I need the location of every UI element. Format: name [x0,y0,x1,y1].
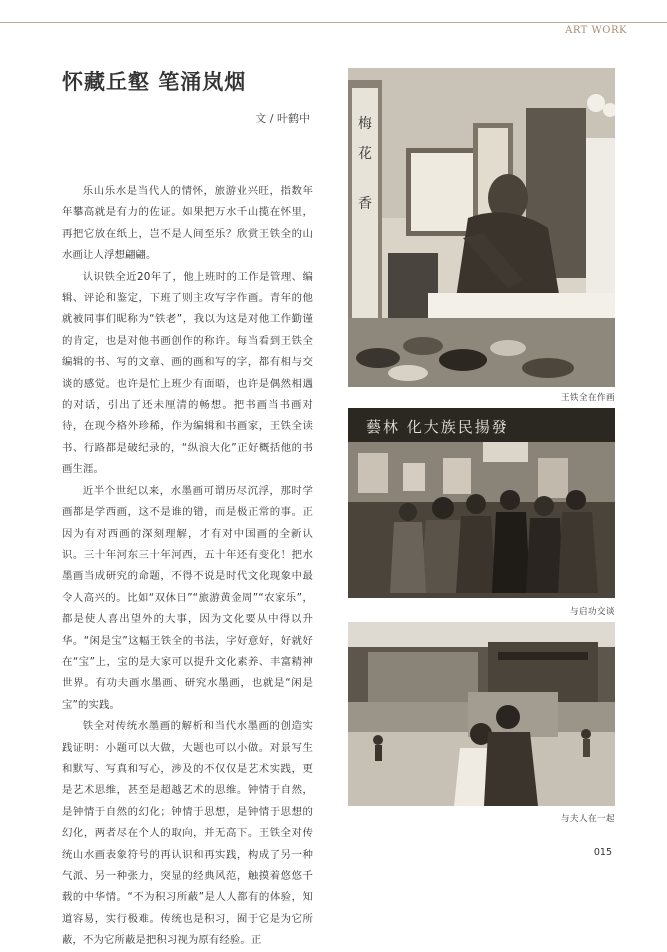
article-body [62,181,313,952]
paragraph: 乐山乐水是当代人的情怀，旅游业兴旺，指数年年攀高就是有力的佐证。如果把万水千山揽在怀里，再把它放在纸上，岂不是人间至乐？欣赏王铁全的山水画让人浮想翩翩。 [62,185,313,262]
header-rule [0,22,667,23]
photo-with-wife [348,622,615,806]
photo-artist-painting [348,68,615,387]
paragraph: 铁全对传统水墨画的解析和当代水墨画的创造实践证明：小题可以大做，大题也可以小做。对景写生和默写、写真和写心，涉及的不仅仅是艺术实践，更是艺术思维，甚至是超越艺术的思维。钟情于自然，是钟情于自然的幻化；钟情于思想，是钟情于思想的幻化，两者尽在个人的取向，并无高下。王铁全对传统山水画表象符号的再认识和再实践，构成了另一种气派、另一种张力，突显的经典风范，触摸着悠悠千载的中华情。“不为积习所蔽”是人人都有的体验，知道容易，实行极难。传统也是积习，囿于它是为它所蔽，不为它所蔽是把积习视为原有经验。正 [62,720,313,947]
svg-text:花: 花 [358,146,372,162]
paragraph: 近半个世纪以来，水墨画可谓历尽沉浮，那时学画都是学西画，这不是谁的错，而是极正常的事。正因为有对西画的深刻理解，才有对中国画的全新认识。三十年河东三十年河西，五十年还有变化！把水墨画当成研究的命题，不得不说是时代文化现象中最令人高兴的。比如“双休日”“旅游黄金周”“农家乐”，都是使人喜出望外的大事，因为文化要从中得以升华。“闲是宝”这幅王铁全的书法，字好意好，好就好在“宝”上，宝的是大家可以提升文化素养、丰富精神世界。有功夫画水墨画、研究水墨画，也就是“闲是宝”的实践。 [62,484,313,711]
page-number: 015 [593,847,612,858]
section-label: ART WORK [565,25,627,36]
svg-text:香: 香 [358,196,372,212]
article-author: 文 / 叶鹤中 [255,112,310,125]
gallery-sign-text: 藝林 化大族民揚發 [366,418,509,436]
photo-caption: 与夫人在一起 [560,814,615,824]
photo-conversation [348,408,615,598]
paragraph: 认识铁全近20年了，他上班时的工作是管理、编辑、评论和鉴定，下班了则主攻写字作画。青年的他就被同事们昵称为“铁老”，我以为这是对他工作勤谨的肯定，也是对他书画创作的称许。每当看到王铁全编辑的书、写的文章、画的画和写的字，都有相与交谈的感觉。也许是忙上班少有面晤，也许是偶然相遇的对话，引出了还未厘清的畅想。把书画当书画对待，在现今格外珍稀，作为编辑和书画家，王铁全读书、行路都是破纪录的，“纵浪大化”正好概括他的书画生涯。 [62,270,313,476]
article-title: 怀藏丘壑 笔涌岚烟 [62,69,247,94]
photo-caption: 与启功交谈 [569,607,615,617]
svg-text:梅: 梅 [358,116,372,132]
photo-caption: 王铁全在作画 [560,393,615,403]
